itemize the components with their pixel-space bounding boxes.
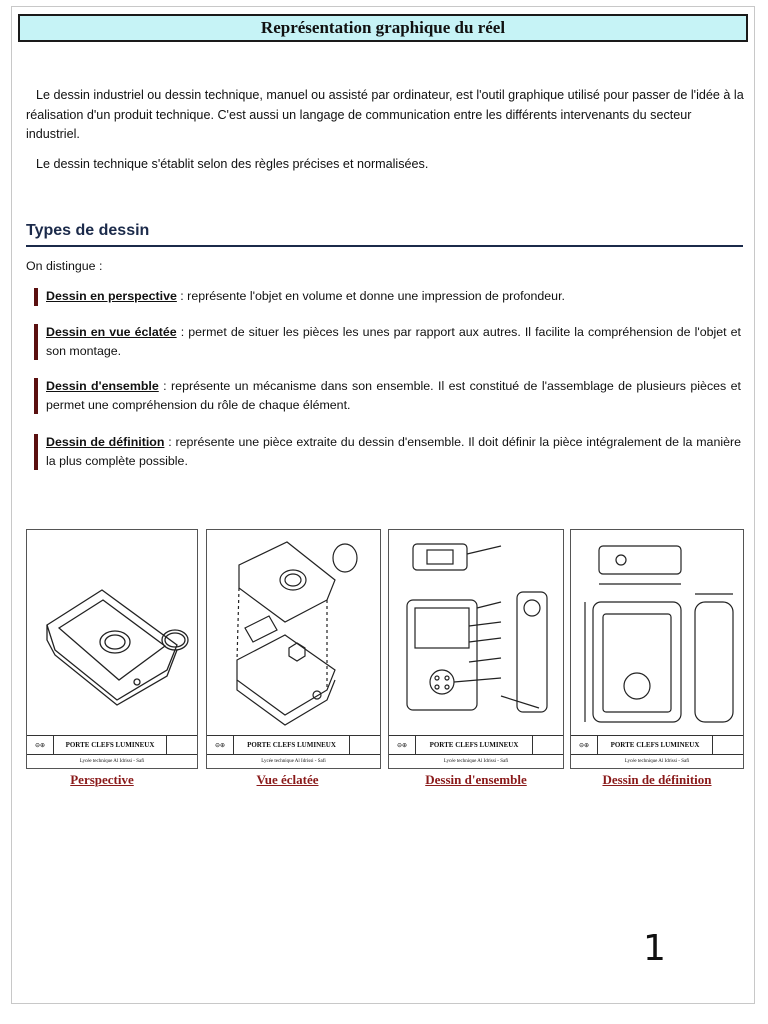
page-title: Représentation graphique du réel — [260, 18, 506, 37]
item-term: Dessin en vue éclatée — [46, 325, 177, 339]
intro-text — [26, 86, 746, 174]
keychain-definition-drawing — [571, 530, 743, 736]
item-term: Dessin en perspective — [46, 289, 177, 303]
title-block-school: Lycée technique Al Idrissi - Safi — [624, 758, 690, 764]
list-item-perspective — [34, 287, 741, 306]
item-text: : permet de situer les pièces les unes par rapport aux autres. Il facilite la compréhension de l'objet et son montage. — [46, 325, 741, 358]
title-block-school: Lycée technique Al Idrissi - Safi — [79, 758, 145, 764]
title-block-name: PORTE CLEFS LUMINEUX — [598, 736, 713, 754]
list-item-definition — [34, 433, 741, 470]
title-block-school: Lycée technique Al Idrissi - Safi — [443, 758, 509, 764]
figure-dessin-definition — [570, 529, 744, 769]
section-rule — [26, 245, 743, 247]
title-block-name: PORTE CLEFS LUMINEUX — [54, 736, 167, 754]
title-block: ⊖⊕ PORTE CLEFS LUMINEUX Lycée technique Al Idrissi - Safi — [207, 735, 380, 768]
keychain-perspective-drawing — [27, 530, 197, 736]
title-block-name: PORTE CLEFS LUMINEUX — [416, 736, 533, 754]
caption-dessin-ensemble: Dessin d'ensemble — [425, 772, 527, 787]
intro-paragraph-1: Le dessin industriel ou dessin technique, manuel ou assisté par ordinateur, est l'outil graphique utilisé pour passer de l'idée à la réalisation d'un produit technique. C'est aussi un langage de communication entre les différents intervenants du secteur industriel. — [26, 88, 744, 141]
title-block: ⊖⊕ PORTE CLEFS LUMINEUX Lycée technique Al Idrissi - Safi — [571, 735, 743, 768]
title-block: ⊖⊕ PORTE CLEFS LUMINEUX Lycée technique Al Idrissi - Safi — [389, 735, 563, 768]
list-item-ensemble — [34, 377, 741, 414]
page-number: 1 — [643, 928, 666, 969]
figure-dessin-ensemble — [388, 529, 564, 769]
intro-paragraph-2: Le dessin technique s'établit selon des règles précises et normalisées. — [36, 156, 429, 171]
item-marker-bar — [34, 434, 38, 470]
item-marker-bar — [34, 288, 38, 306]
caption-vue-eclatee: Vue éclatée — [256, 772, 319, 787]
item-term: Dessin de définition — [46, 435, 165, 449]
caption-perspective: Perspective — [70, 772, 134, 787]
title-block-name: PORTE CLEFS LUMINEUX — [234, 736, 350, 754]
title-block-school: Lycée technique Al Idrissi - Safi — [261, 758, 326, 764]
page-title-box — [18, 14, 748, 42]
section-title: Types de dessin — [26, 222, 150, 239]
caption-dessin-definition: Dessin de définition — [602, 772, 712, 787]
item-marker-bar — [34, 378, 38, 414]
figure-vue-eclatee — [206, 529, 381, 769]
list-item-vue-eclatee — [34, 323, 741, 360]
keychain-exploded-drawing — [207, 530, 380, 736]
figure-perspective — [26, 529, 198, 769]
item-text: : représente l'objet en volume et donne une impression de profondeur. — [176, 289, 565, 303]
item-text: : représente un mécanisme dans son ensemble. Il est constitué de l'assemblage de plusieurs pièces et permet une compréhension du rôle de chaque élément. — [46, 379, 741, 412]
title-block: ⊖⊕ PORTE CLEFS LUMINEUX Lycée technique Al Idrissi - Safi — [27, 735, 197, 768]
item-text: : représente une pièce extraite du dessin d'ensemble. Il doit définir la pièce intégralement de la manière la plus complète possible. — [46, 435, 741, 468]
keychain-assembly-drawing — [389, 530, 563, 736]
item-term: Dessin d'ensemble — [46, 379, 159, 393]
section-lead: On distingue : — [26, 259, 103, 273]
item-marker-bar — [34, 324, 38, 360]
